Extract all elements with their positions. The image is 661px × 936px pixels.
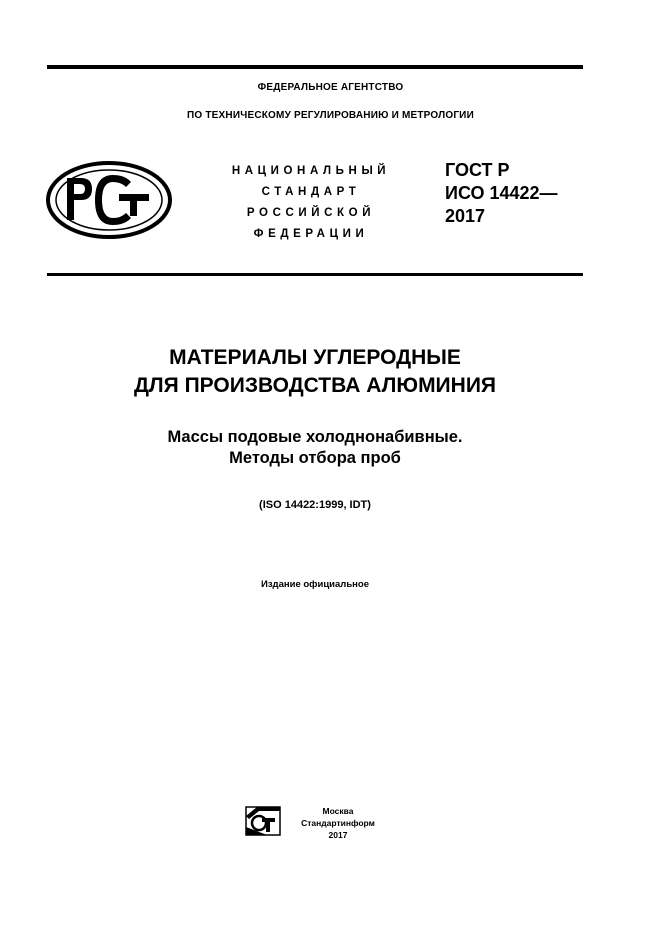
designation-line: ГОСТ Р xyxy=(445,160,510,180)
title-line: ДЛЯ ПРОИЗВОДСТВА АЛЮМИНИЯ xyxy=(133,374,497,397)
national-standard-line: НАЦИОНАЛЬНЫЙ xyxy=(231,165,391,177)
publication-year: 2017 xyxy=(328,830,348,840)
standartinform-logo-icon xyxy=(245,806,281,836)
national-standard-label xyxy=(213,165,409,249)
publisher-name: Стандартинформ xyxy=(301,818,375,828)
edition-label: Издание официальное xyxy=(261,579,369,590)
designation-line: 2017 xyxy=(445,206,486,226)
national-standard-line: СТАНДАРТ xyxy=(261,186,361,198)
standard-designation xyxy=(445,159,558,228)
rst-emblem-icon xyxy=(45,160,173,240)
designation-line: ИСО 14422— xyxy=(445,183,558,203)
agency-name-line1: ФЕДЕРАЛЬНОЕ АГЕНТСТВО xyxy=(257,82,404,93)
national-standard-line: ФЕДЕРАЦИИ xyxy=(253,228,369,240)
middle-rule xyxy=(47,273,583,276)
top-rule xyxy=(47,65,583,69)
iso-reference: (ISO 14422:1999, IDT) xyxy=(259,499,371,511)
title-line: МАТЕРИАЛЫ УГЛЕРОДНЫЕ xyxy=(169,346,461,369)
document-title xyxy=(0,344,630,400)
agency-name-line2: ПО ТЕХНИЧЕСКОМУ РЕГУЛИРОВАНИЮ И МЕТРОЛОГИИ xyxy=(187,110,474,121)
publisher-info xyxy=(296,805,380,841)
document-subtitle xyxy=(0,427,630,469)
publisher-city: Москва xyxy=(322,806,354,816)
subtitle-line: Массы подовые холоднонабивные. xyxy=(167,428,463,446)
subtitle-line: Методы отбора проб xyxy=(229,449,401,467)
national-standard-line: РОССИЙСКОЙ xyxy=(246,207,376,219)
